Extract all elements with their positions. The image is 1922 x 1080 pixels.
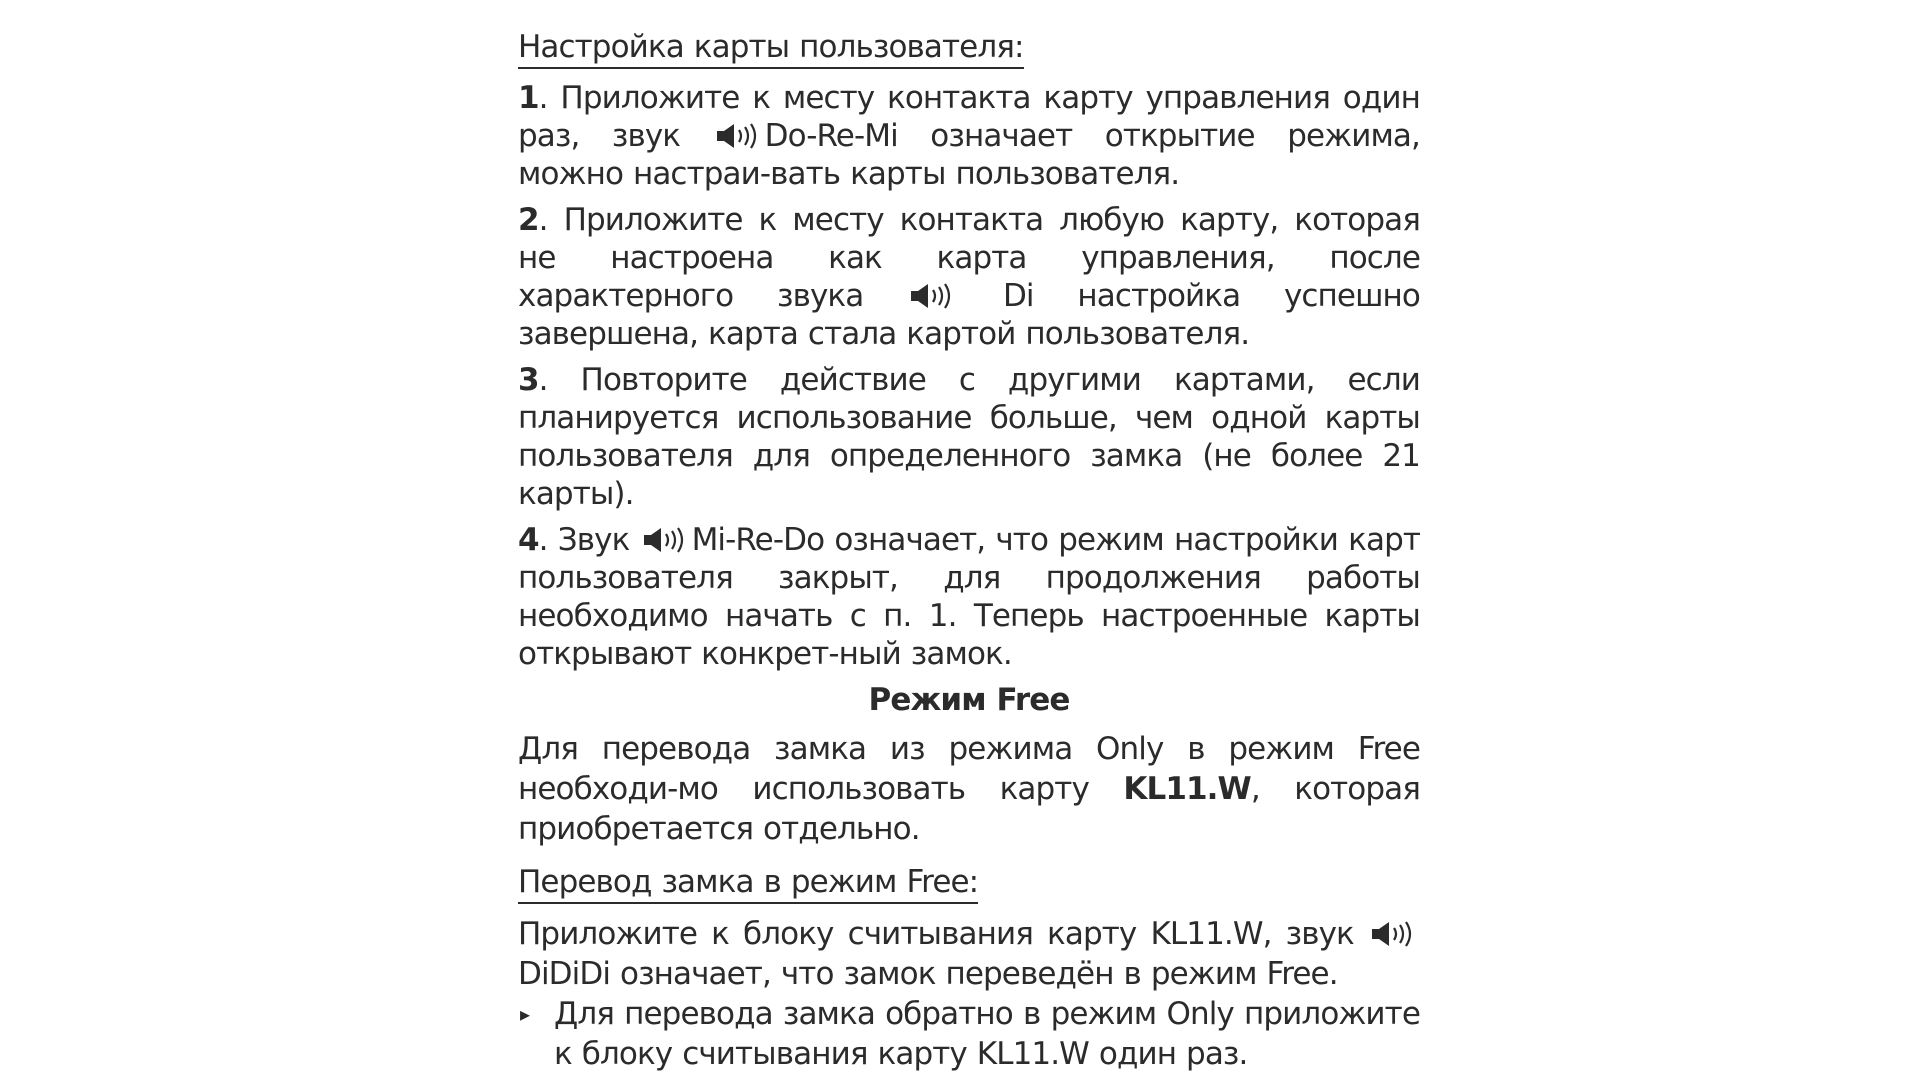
step-text: . Приложите к месту контакта любую карту, которая не настроена как карта управления, после характерного звука bbox=[518, 202, 1420, 314]
step-1 bbox=[518, 79, 1420, 193]
free-mode-intro bbox=[518, 729, 1420, 849]
speaker-icon bbox=[1370, 920, 1418, 948]
intro-text: , которая приобретается отдельно. bbox=[518, 771, 1420, 847]
bullet-item bbox=[518, 994, 1420, 1074]
speaker-icon bbox=[909, 282, 957, 310]
bullet-marker: ▸ bbox=[520, 1002, 530, 1026]
instruction-text: DiDiDi означает, что замок переведён в режим Free. bbox=[518, 956, 1338, 992]
step-text: Mi-Re-Do означает, что режим настройки карт пользователя закрыт, для продолжения работы необходимо начать с п. 1. Теперь настроенные карты открывают конкрет-ный замок. bbox=[518, 522, 1420, 672]
step-text: . Повторите действие с другими картами, если планируется использование больше, чем одной карты пользователя для определенного замка (не более 21 карты). bbox=[518, 362, 1420, 512]
step-4 bbox=[518, 521, 1420, 673]
free-mode-title: Режим Free bbox=[868, 682, 1070, 718]
user-card-setup-heading: Настройка карты пользователя: bbox=[518, 29, 1024, 69]
step-text: Do-Re-Mi означает открытие режима, можно настраи-вать карты пользователя. bbox=[518, 118, 1420, 192]
step-2 bbox=[518, 201, 1420, 353]
speaker-icon bbox=[715, 122, 763, 150]
step-text: . Звук bbox=[538, 522, 630, 558]
document-page bbox=[518, 28, 1420, 1074]
bullet-text: Для перевода замка обратно в режим Only приложите к блоку считывания карту KL11.W один раз. bbox=[554, 996, 1420, 1072]
card-model: KL11.W bbox=[1123, 771, 1251, 807]
step-number: 2 bbox=[518, 202, 539, 238]
speaker-icon bbox=[642, 526, 690, 554]
step-number: 1 bbox=[518, 80, 539, 116]
free-mode-subheading: Перевод замка в режим Free: bbox=[518, 864, 978, 904]
instruction-text: Приложите к блоку считывания карту KL11.W, звук bbox=[518, 916, 1354, 952]
intro-text: Для перевода замка из режима Only в режим Free необходи-мо использовать карту bbox=[518, 731, 1420, 807]
step-text: Di настройка успешно завершена, карта стала картой пользователя. bbox=[518, 278, 1420, 352]
step-text: . Приложите к месту контакта карту управления один раз, звук bbox=[518, 80, 1420, 154]
step-number: 3 bbox=[518, 362, 539, 398]
step-3 bbox=[518, 361, 1420, 513]
free-mode-instruction bbox=[518, 914, 1420, 994]
step-number: 4 bbox=[518, 522, 539, 558]
